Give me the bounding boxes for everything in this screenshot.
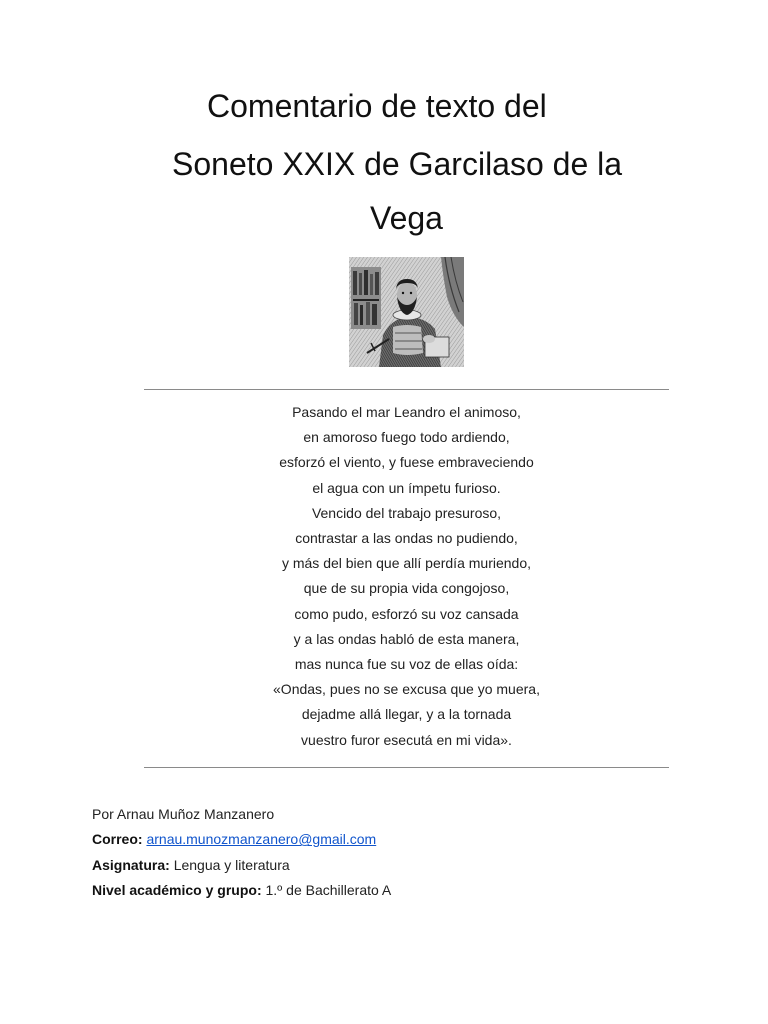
poem-line: y más del bien que allí perdía muriendo, <box>281 555 532 572</box>
poem-line: Vencido del trabajo presuroso, <box>311 504 502 521</box>
garcilaso-portrait-image <box>349 257 464 367</box>
poem-line: que de su propia vida congojoso, <box>303 580 510 597</box>
sonnet-text <box>144 400 669 753</box>
subject-value: Lengua y literatura <box>173 856 290 873</box>
title-line-3: Vega <box>370 200 443 236</box>
subject-label: Asignatura: <box>92 856 170 873</box>
author-info <box>92 802 391 903</box>
poem-line: y a las ondas habló de esta manera, <box>293 630 520 647</box>
poem-line: esforzó el viento, y fuese embraveciendo <box>279 454 534 471</box>
poem-line: el agua con un ímpetu furioso. <box>312 479 501 496</box>
divider-top <box>144 389 669 390</box>
level-row <box>92 878 391 903</box>
poem-line: vuestro furor esecutá en mi vida». <box>301 731 512 748</box>
divider-bottom <box>144 767 669 768</box>
poem-line: en amoroso fuego todo ardiendo, <box>303 429 510 446</box>
poem-line: dejadme allá llegar, y a la tornada <box>301 706 512 723</box>
email-label: Correo: <box>92 831 143 848</box>
title-line-1: Comentario de texto del <box>207 88 547 124</box>
author-byline: Por Arnau Muñoz Manzanero <box>92 806 275 822</box>
poem-line: como pudo, esforzó su voz cansada <box>294 605 519 622</box>
title-line-2: Soneto XXIX de Garcilaso de la <box>172 146 623 182</box>
level-label: Nivel académico y grupo: <box>92 881 262 898</box>
poem-line: «Ondas, pues no se excusa que yo muera, <box>273 681 540 698</box>
poem-line: contrastar a las ondas no pudiendo, <box>295 530 518 547</box>
subject-row <box>92 853 391 878</box>
poem-line: mas nunca fue su voz de ellas oída: <box>294 656 519 673</box>
email-row <box>92 827 391 852</box>
email-link[interactable]: arnau.munozmanzanero@gmail.com <box>146 831 377 848</box>
level-value: 1.º de Bachillerato A <box>265 881 392 898</box>
poem-line: Pasando el mar Leandro el animoso, <box>292 404 521 420</box>
